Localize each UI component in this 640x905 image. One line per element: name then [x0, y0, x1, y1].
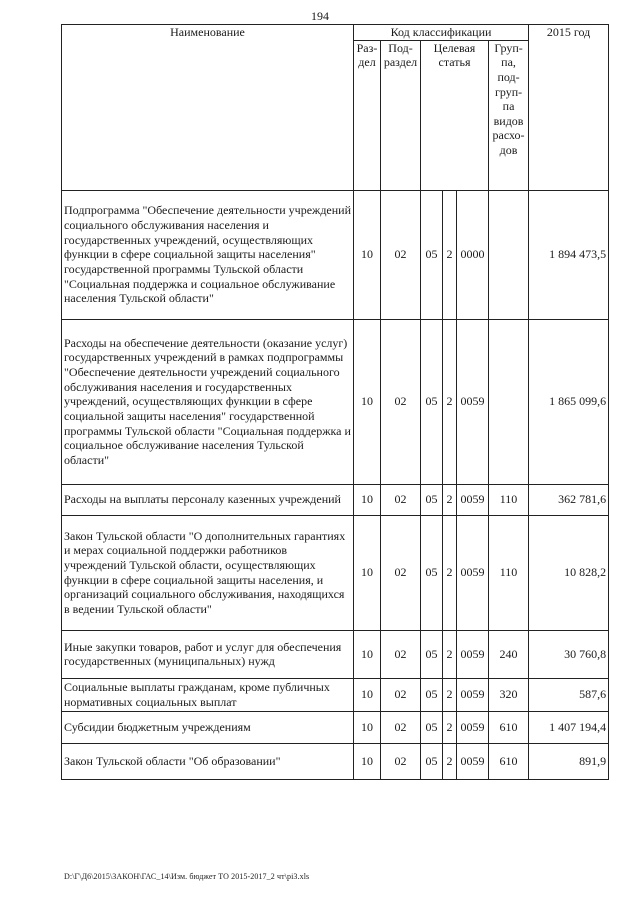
- table-row: [62, 319, 609, 484]
- row-subsection: 02: [381, 190, 421, 319]
- row-article-program: 05: [421, 743, 443, 779]
- row-section: 10: [354, 630, 381, 678]
- row-article-direction: 0059: [457, 515, 489, 630]
- row-amount: 1 894 473,5: [529, 190, 609, 319]
- row-article-direction: 0059: [457, 743, 489, 779]
- page-number: 194: [311, 9, 329, 23]
- table-row: [62, 711, 609, 743]
- row-group: [489, 190, 529, 319]
- row-section: 10: [354, 711, 381, 743]
- row-name: Подпрограмма "Обеспечение деятельности учреждений социального обслуживания населения и государственных учреждений, осуществляющих функции в сфере социальной защиты населения" государственной программы Тульской области "Социальная поддержка и социальное обслуживание населения Тульской области": [62, 190, 354, 319]
- row-section: 10: [354, 319, 381, 484]
- header-name: Наименование: [62, 25, 354, 191]
- row-article-program: 05: [421, 515, 443, 630]
- row-amount: 30 760,8: [529, 630, 609, 678]
- row-group: 240: [489, 630, 529, 678]
- row-subsection: 02: [381, 743, 421, 779]
- row-section: 10: [354, 515, 381, 630]
- row-article-subprogram: 2: [443, 711, 457, 743]
- row-name: Субсидии бюджетным учреждениям: [62, 711, 354, 743]
- row-article-program: 05: [421, 484, 443, 515]
- row-amount: 1 407 194,4: [529, 711, 609, 743]
- row-name: Расходы на обеспечение деятельности (оказание услуг) государственных учреждений в рамках подпрограммы "Обеспечение деятельности учреждений социального обслуживания населения и государственных учреждений, осуществляющих функции в сфере социальной защиты населения" государственной программы Тульской области "Социальная поддержка и социальное обслуживание населения Тульской области": [62, 319, 354, 484]
- row-group: 110: [489, 484, 529, 515]
- table-row: [62, 190, 609, 319]
- row-section: 10: [354, 190, 381, 319]
- row-article-subprogram: 2: [443, 743, 457, 779]
- row-amount: 10 828,2: [529, 515, 609, 630]
- header-year: 2015 год: [529, 25, 609, 191]
- row-subsection: 02: [381, 630, 421, 678]
- row-article-subprogram: 2: [443, 678, 457, 711]
- table-row: [62, 515, 609, 630]
- row-name: Иные закупки товаров, работ и услуг для обеспечения государственных (муниципальных) нужд: [62, 630, 354, 678]
- row-article-subprogram: 2: [443, 484, 457, 515]
- row-amount: 891,9: [529, 743, 609, 779]
- row-group: 610: [489, 711, 529, 743]
- row-article-subprogram: 2: [443, 319, 457, 484]
- row-article-program: 05: [421, 711, 443, 743]
- row-group: 110: [489, 515, 529, 630]
- table-row: [62, 484, 609, 515]
- row-article-subprogram: 2: [443, 515, 457, 630]
- row-subsection: 02: [381, 678, 421, 711]
- row-article-subprogram: 2: [443, 190, 457, 319]
- row-group: 610: [489, 743, 529, 779]
- row-name: Расходы на выплаты персоналу казенных учреждений: [62, 484, 354, 515]
- row-subsection: 02: [381, 319, 421, 484]
- header-article: Целевая статья: [421, 40, 489, 190]
- row-name: Закон Тульской области "Об образовании": [62, 743, 354, 779]
- row-subsection: 02: [381, 711, 421, 743]
- row-name: Социальные выплаты гражданам, кроме публичных нормативных социальных выплат: [62, 678, 354, 711]
- row-amount: 1 865 099,6: [529, 319, 609, 484]
- row-article-program: 05: [421, 678, 443, 711]
- row-section: 10: [354, 743, 381, 779]
- row-article-program: 05: [421, 190, 443, 319]
- row-article-direction: 0059: [457, 678, 489, 711]
- table-row: [62, 743, 609, 779]
- header-group: Груп-па, под-груп-па видов расхо-дов: [489, 40, 529, 190]
- row-name: Закон Тульской области "О дополнительных гарантиях и мерах социальной поддержки работников учреждений Тульской области, осуществляющих функции в сфере социальной защиты населения, и организаций социального обслуживания, находящихся в ведении Тульской области": [62, 515, 354, 630]
- row-subsection: 02: [381, 515, 421, 630]
- header-subsection: Под-раздел: [381, 40, 421, 190]
- row-group: 320: [489, 678, 529, 711]
- row-article-direction: 0000: [457, 190, 489, 319]
- header-classification: Код классификации: [354, 25, 529, 41]
- row-article-subprogram: 2: [443, 630, 457, 678]
- row-section: 10: [354, 678, 381, 711]
- row-section: 10: [354, 484, 381, 515]
- row-article-program: 05: [421, 319, 443, 484]
- budget-table: [61, 24, 609, 780]
- row-article-direction: 0059: [457, 630, 489, 678]
- row-article-program: 05: [421, 630, 443, 678]
- row-article-direction: 0059: [457, 711, 489, 743]
- row-amount: 362 781,6: [529, 484, 609, 515]
- table-row: [62, 630, 609, 678]
- row-subsection: 02: [381, 484, 421, 515]
- row-article-direction: 0059: [457, 484, 489, 515]
- header-section: Раз-дел: [354, 40, 381, 190]
- row-amount: 587,6: [529, 678, 609, 711]
- table-row: [62, 678, 609, 711]
- file-path-footer: D:\Г\Д6\2015\ЗАКОН\ГАС_14\Изм. бюджет ТО 2015-2017_2 чт\pi3.xls: [64, 872, 310, 881]
- row-article-direction: 0059: [457, 319, 489, 484]
- row-group: [489, 319, 529, 484]
